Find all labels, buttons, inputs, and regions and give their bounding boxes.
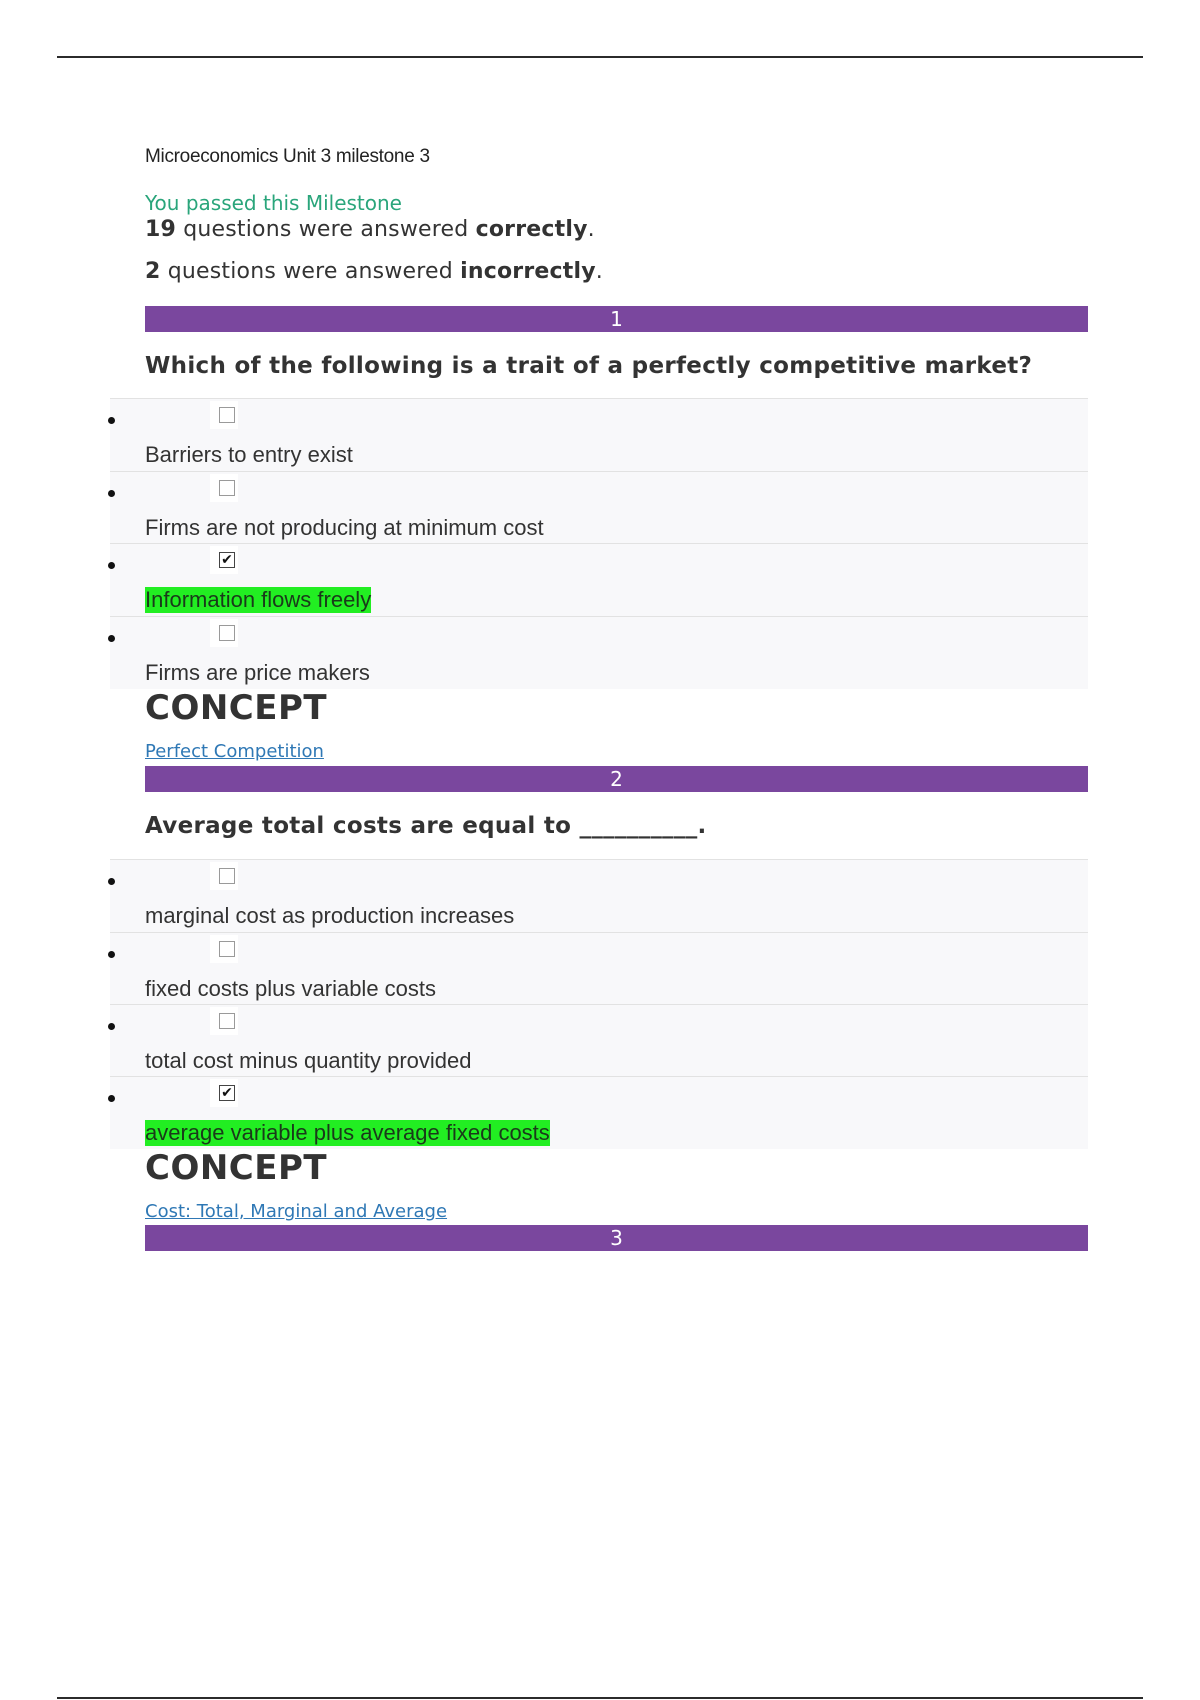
answer-option — [110, 471, 1088, 544]
answer-option — [110, 859, 1088, 932]
incorrect-period: . — [595, 259, 603, 284]
correct-word: correctly — [475, 217, 588, 242]
answer-checkbox[interactable] — [219, 941, 235, 957]
answer-option — [110, 932, 1088, 1005]
answer-text: total cost minus quantity provided — [145, 1048, 472, 1073]
correct-count: 19 — [145, 217, 177, 242]
answer-checkbox[interactable] — [219, 480, 235, 496]
answer-text-correct: average variable plus average fixed costs — [145, 1120, 550, 1145]
question-number-bar: 3 — [145, 1225, 1088, 1251]
bullet-dot-icon — [108, 878, 115, 885]
question-number-bar: 2 — [145, 766, 1088, 792]
concept-heading: CONCEPT — [145, 688, 328, 728]
answer-option — [110, 398, 1088, 471]
concept-link[interactable]: Cost: Total, Marginal and Average — [145, 1201, 448, 1222]
incorrect-word: incorrectly — [460, 259, 596, 284]
bullet-dot-icon — [108, 1023, 115, 1030]
page-bottom-rule — [57, 1697, 1143, 1699]
answer-checkbox[interactable] — [219, 868, 235, 884]
answer-text-correct: Information flows freely — [145, 587, 372, 612]
answer-text: Firms are not producing at minimum cost — [145, 515, 544, 540]
answer-option — [110, 616, 1088, 689]
correct-summary — [145, 217, 595, 242]
answer-checkbox-checked[interactable]: ✔ — [219, 552, 235, 568]
answer-checkbox[interactable] — [219, 625, 235, 641]
answer-text: Barriers to entry exist — [145, 442, 353, 467]
answer-option — [110, 543, 1088, 616]
answer-checkbox[interactable] — [219, 1013, 235, 1029]
answer-checkbox-checked[interactable]: ✔ — [219, 1085, 235, 1101]
answer-text: Firms are price makers — [145, 660, 370, 685]
bullet-dot-icon — [108, 562, 115, 569]
answer-option — [110, 1004, 1088, 1077]
answer-text: marginal cost as production increases — [145, 903, 515, 928]
correct-text: questions were answered — [183, 217, 469, 242]
concept-heading: CONCEPT — [145, 1148, 328, 1188]
bullet-dot-icon — [108, 1095, 115, 1102]
question-number-bar: 1 — [145, 306, 1088, 332]
incorrect-text: questions were answered — [167, 259, 453, 284]
incorrect-summary — [145, 259, 603, 284]
bullet-dot-icon — [108, 417, 115, 424]
bullet-dot-icon — [108, 635, 115, 642]
document-title: Microeconomics Unit 3 milestone 3 — [145, 146, 430, 167]
question-prompt: Average total costs are equal to __________. — [145, 813, 707, 839]
question-prompt: Which of the following is a trait of a perfectly competitive market? — [145, 353, 1033, 379]
incorrect-count: 2 — [145, 259, 161, 284]
milestone-status: You passed this Milestone — [145, 191, 402, 215]
answer-option — [110, 1076, 1088, 1149]
correct-period: . — [587, 217, 595, 242]
answer-text: fixed costs plus variable costs — [145, 976, 437, 1001]
concept-link[interactable]: Perfect Competition — [145, 741, 324, 762]
answer-checkbox[interactable] — [219, 407, 235, 423]
bullet-dot-icon — [108, 490, 115, 497]
bullet-dot-icon — [108, 951, 115, 958]
page-top-rule — [57, 56, 1143, 58]
